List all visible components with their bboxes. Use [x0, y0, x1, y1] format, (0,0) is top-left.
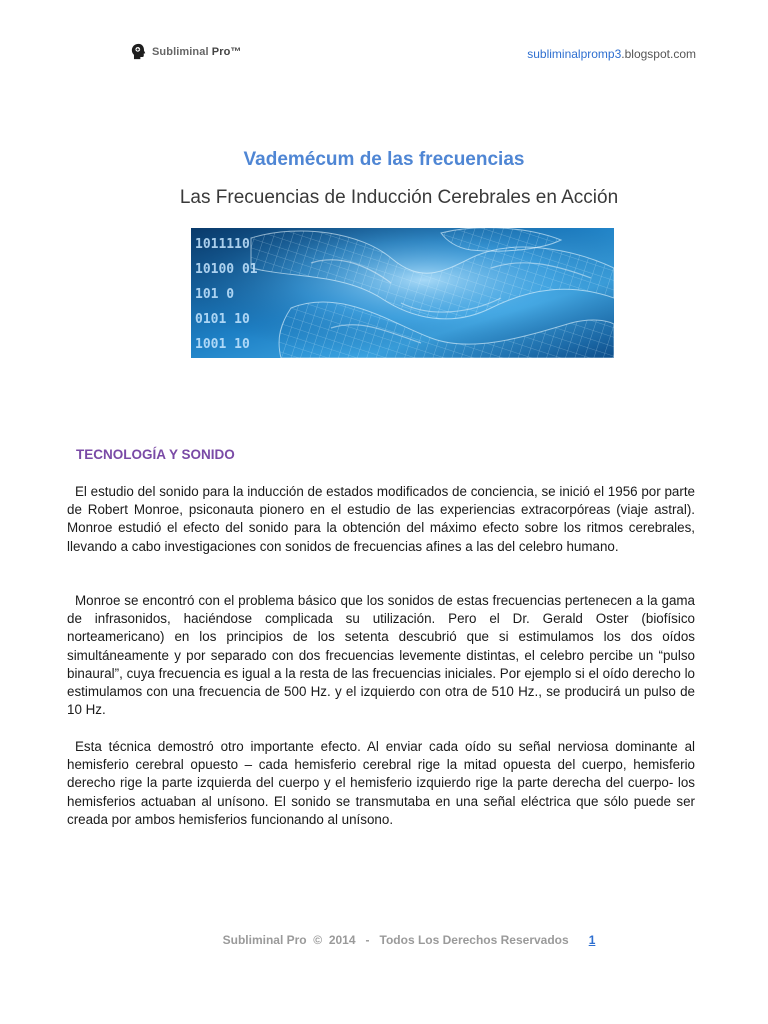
document-title: Vademécum de las frecuencias [243, 149, 525, 170]
brand-name-text: Subliminal [152, 45, 209, 58]
binary-text-1: 1011110 [195, 237, 250, 252]
footer-copyright: Subliminal Pro © 2014 - Todos Los Derechos Reservados [222, 933, 569, 947]
paragraph-2: Monroe se encontró con el problema básico que los sonidos de estas frecuencias pertenecen a la gama de infrasonidos, haciéndose complicada su utilización. Pero el Dr. Gerald Oster (biofísico norteamericano) en los principios de los setenta descubrió que si estimulamos los dos oídos simultáneamente y por separado con dos frecuencias levemente distintas, el celebro percibe un “pulso binaural”, cuya frecuencia es igual a la resta de las frecuencias iniciales. Por ejemplo si el oído derecho lo estimulamos con una frecuencia de 500 Hz. y el izquierdo con otra de 510 Hz., se producirá un pulso de 10 Hz. [67, 593, 695, 718]
paragraph-1: El estudio del sonido para la inducción de estados modificados de conciencia, se inició el 1956 por parte de Robert Monroe, psiconauta pionero en el estudio de las experiencias extracorpóreas (viaje astral). Monroe estudió el efecto del sonido para la obtención del máximo efecto sobre los ritmos cerebrales, llevando a cabo investigaciones con sonidos de frecuencias afines a las del celebro humano. [67, 484, 695, 554]
document-subtitle: Las Frecuencias de Inducción Cerebrales en Acción [179, 187, 619, 208]
blog-link[interactable] [527, 47, 696, 61]
page-number[interactable]: 1 [588, 933, 596, 947]
paragraph-3: Esta técnica demostró otro importante efecto. Al enviar cada oído su señal nerviosa dominante al hemisferio cerebral opuesto – cada hemisferio cerebral rige la mitad opuesta del cuerpo, hemisferio derecho rige la parte izquierda del cuerpo y el hemisferio izquierdo rige la parte derecha del cuerpo- los hemisferios actuaban al unísono. El sonido se transmutaba en una señal eléctrica que sólo puede ser creada por ambos hemisferios funcionando al unísono. [67, 739, 695, 827]
brain-wireframe-illustration [191, 228, 614, 358]
blog-link-part2[interactable]: .blogspot.com [621, 47, 696, 61]
binary-text-5: 1001 10 [195, 337, 250, 352]
page-footer [0, 933, 768, 947]
binary-text-2: 10100 01 [195, 262, 258, 277]
blog-link-part1[interactable]: subliminalpromp3 [527, 47, 622, 61]
section-heading: TECNOLOGÍA Y SONIDO [76, 447, 235, 462]
brain-banner-image [191, 228, 614, 358]
binary-text-4: 0101 10 [195, 312, 250, 327]
brand-logo [131, 43, 242, 60]
brand-name [152, 46, 242, 58]
head-brain-icon [131, 43, 148, 60]
brand-suffix: Pro™ [211, 45, 242, 58]
binary-text-3: 101 0 [195, 287, 235, 302]
